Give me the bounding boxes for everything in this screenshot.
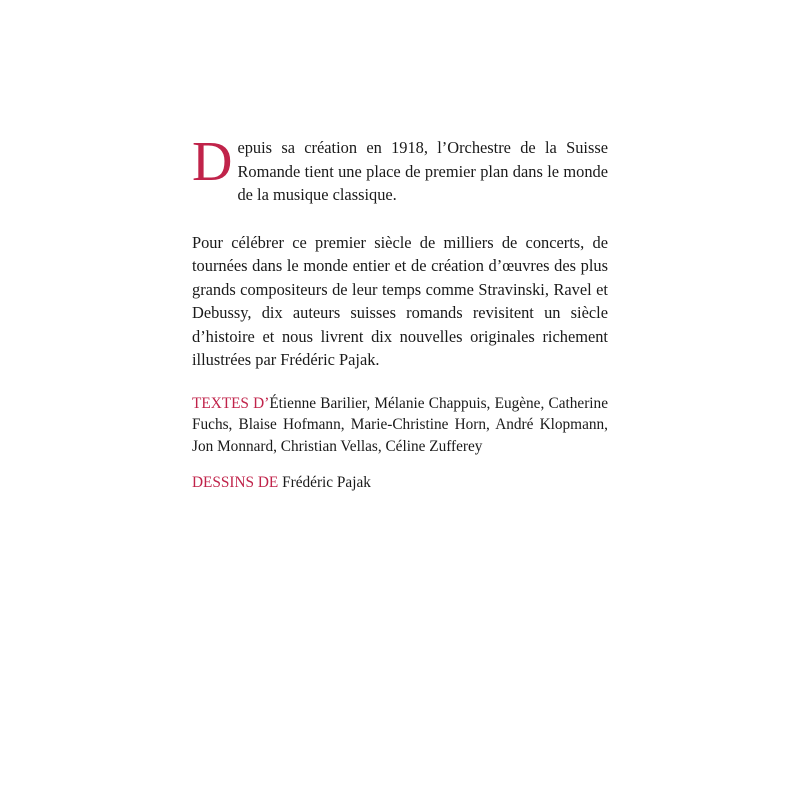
texts-credit-authors: Étienne Barilier, Mélanie Chappuis, Eugène, Catherine Fuchs, Blaise Hofmann, Marie-Christine Horn, André Klopmann, Jon Monnard, Christian Vellas, Céline Zufferey <box>192 394 608 455</box>
texts-credit <box>192 393 608 458</box>
drawings-credit-author: Frédéric Pajak <box>282 474 371 491</box>
intro-paragraph <box>192 131 608 207</box>
texts-credit-label: TEXTES D’ <box>192 394 270 412</box>
intro-paragraph-text: epuis sa création en 1918, l’Orchestre de la Suisse Romande tient une place de premier plan dans le monde de la musique classique. <box>237 138 608 204</box>
drop-cap-letter: D <box>192 131 233 193</box>
cover-text-block <box>192 131 608 494</box>
description-paragraph: Pour célébrer ce premier siècle de milliers de concerts, de tournées dans le monde entier et de création d’œuvres des plus grands compositeurs de leur temps comme Stravinski, Ravel et Debussy, dix auteurs suisses romands revisitent un siècle d’histoire et nous livrent dix nouvelles originales richement illustrées par Frédéric Pajak. <box>192 232 608 369</box>
drawings-credit <box>192 472 608 494</box>
drawings-credit-label: DESSINS DE <box>192 474 279 491</box>
